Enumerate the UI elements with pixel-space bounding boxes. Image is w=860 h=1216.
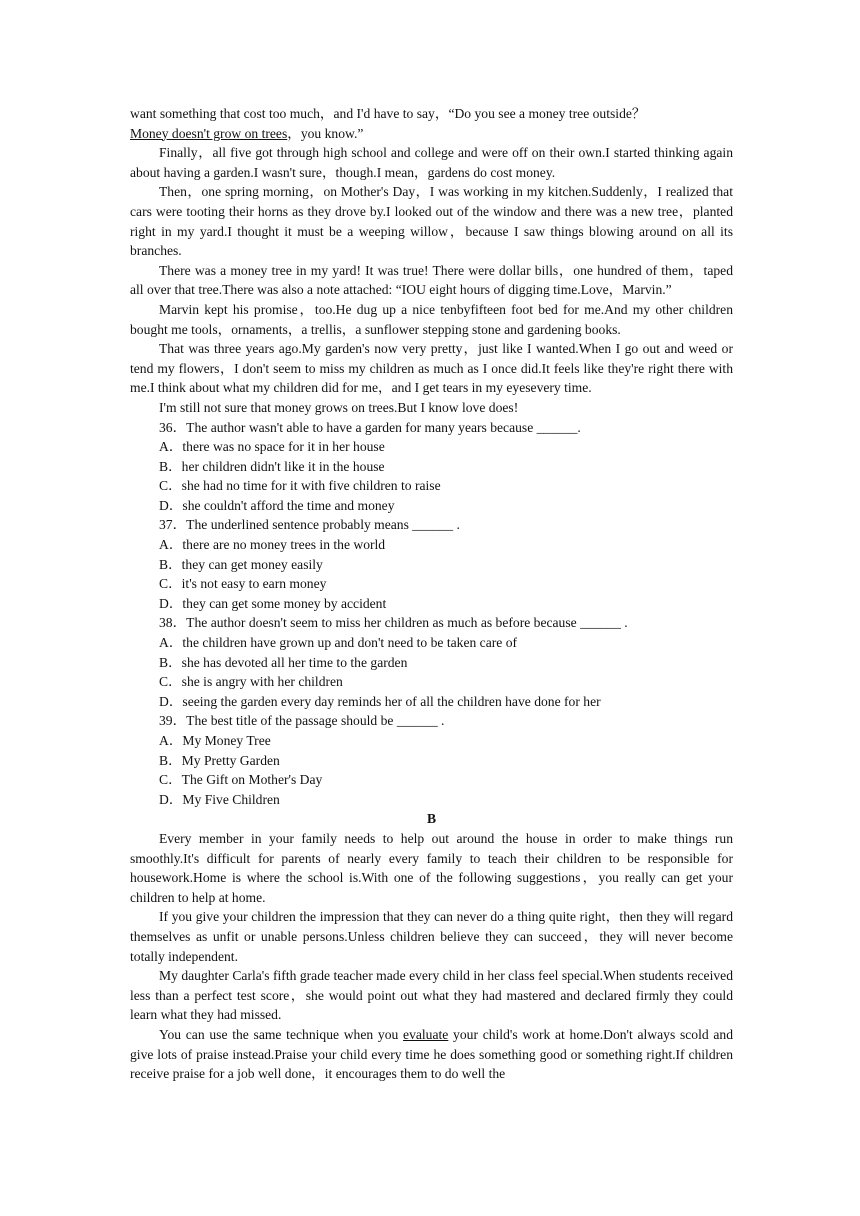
underlined-word: evaluate bbox=[403, 1026, 449, 1042]
option: D．she couldn't afford the time and money bbox=[159, 497, 395, 513]
option: D．they can get some money by accident bbox=[159, 595, 387, 611]
option: A．the children have grown up and don't need to be taken care of bbox=[159, 635, 518, 651]
question-39 bbox=[130, 711, 733, 809]
option: C．The Gift on Mother's Day bbox=[159, 772, 323, 788]
question-stem: 36．The author wasn't able to have a garden for many years because ______. bbox=[159, 419, 581, 435]
option: B．they can get money easily bbox=[159, 556, 323, 572]
underlined-sentence: Money doesn't grow on trees bbox=[130, 125, 288, 141]
section-heading: B bbox=[426, 811, 437, 827]
paragraph: That was three years ago.My garden's now very pretty，just like I wanted.When I go out and weed or tend my flowers，I don't seem to miss my children as much as I once did.It feels like they're right there with me.I think about what my children did for me，and I get tears in my eyesevery time. bbox=[130, 341, 733, 396]
question-stem: 38．The author doesn't seem to miss her children as much as before because ______ . bbox=[159, 615, 628, 631]
question-stem: 39．The best title of the passage should be ______ . bbox=[159, 713, 445, 729]
option: D．seeing the garden every day reminds her of all the children have done for her bbox=[159, 693, 601, 709]
option: B．My Pretty Garden bbox=[159, 752, 280, 768]
paragraph: I'm still not sure that money grows on trees.But I know love does! bbox=[159, 399, 519, 415]
option: D．My Five Children bbox=[159, 791, 280, 807]
question-stem: 37．The underlined sentence probably means ______ . bbox=[159, 517, 460, 533]
question-37 bbox=[130, 515, 733, 613]
paragraph: want something that cost too much，and I'd have to say，“Do you see a money tree outside？ Money doesn't grow on trees，you know.” bbox=[130, 106, 646, 141]
option: C．she had no time for it with five children to raise bbox=[159, 478, 441, 494]
option: A．there are no money trees in the world bbox=[159, 537, 386, 553]
paragraph: My daughter Carla's fifth grade teacher made every child in her class feel special.When students received less than a perfect test score，she would point out what they had mastered and declared firmly they could learn what they had missed. bbox=[130, 968, 733, 1023]
option: B．she has devoted all her time to the garden bbox=[159, 654, 408, 670]
paragraph: There was a money tree in my yard! It was true! There were dollar bills，one hundred of them，taped all over that tree.There was also a note attached: “IOU eight hours of digging time.Love，Marvin.” bbox=[130, 262, 733, 298]
document-page bbox=[130, 104, 733, 1084]
paragraph: Then，one spring morning，on Mother's Day，I was working in my kitchen.Suddenly，I realized that cars were tooting their horns as they drove by.I looked out of the window and there was a new tree，planted right in my yard.I thought it must be a weeping willow，because I saw things blowing around on all its branches. bbox=[130, 184, 733, 259]
paragraph: Every member in your family needs to help out around the house in order to make things run smoothly.It's difficult for parents of nearly every family to teach their children to be responsible for housework.Home is where the school is.With one of the following suggestions，you really can get your children to help at home. bbox=[130, 830, 733, 905]
question-36 bbox=[130, 418, 733, 516]
option: C．it's not easy to earn money bbox=[159, 576, 327, 592]
paragraph: You can use the same technique when you evaluate your child's work at home.Don't always scold and give lots of praise instead.Praise your child every time he does something good or something right.If children receive praise for a job well done，it encourages them to do well the bbox=[130, 1026, 733, 1082]
paragraph: If you give your children the impression that they can never do a thing quite right，then they will regard themselves as unfit or unable persons.Unless children believe they can succeed，they will never become totally independent. bbox=[130, 909, 733, 964]
option: A．My Money Tree bbox=[159, 733, 271, 748]
paragraph: Marvin kept his promise，too.He dug up a nice tenbyfifteen foot bed for me.And my other children bought me tools，ornaments，a trellis，a sunflower stepping stone and gardening books. bbox=[130, 301, 733, 337]
question-38 bbox=[130, 613, 733, 711]
option: B．her children didn't like it in the house bbox=[159, 458, 385, 474]
option: C．she is angry with her children bbox=[159, 674, 343, 690]
paragraph: Finally，all five got through high school and college and were off on their own.I started thinking again about having a garden.I wasn't sure，though.I mean，gardens do cost money. bbox=[130, 145, 733, 180]
option: A．there was no space for it in her house bbox=[159, 439, 385, 455]
